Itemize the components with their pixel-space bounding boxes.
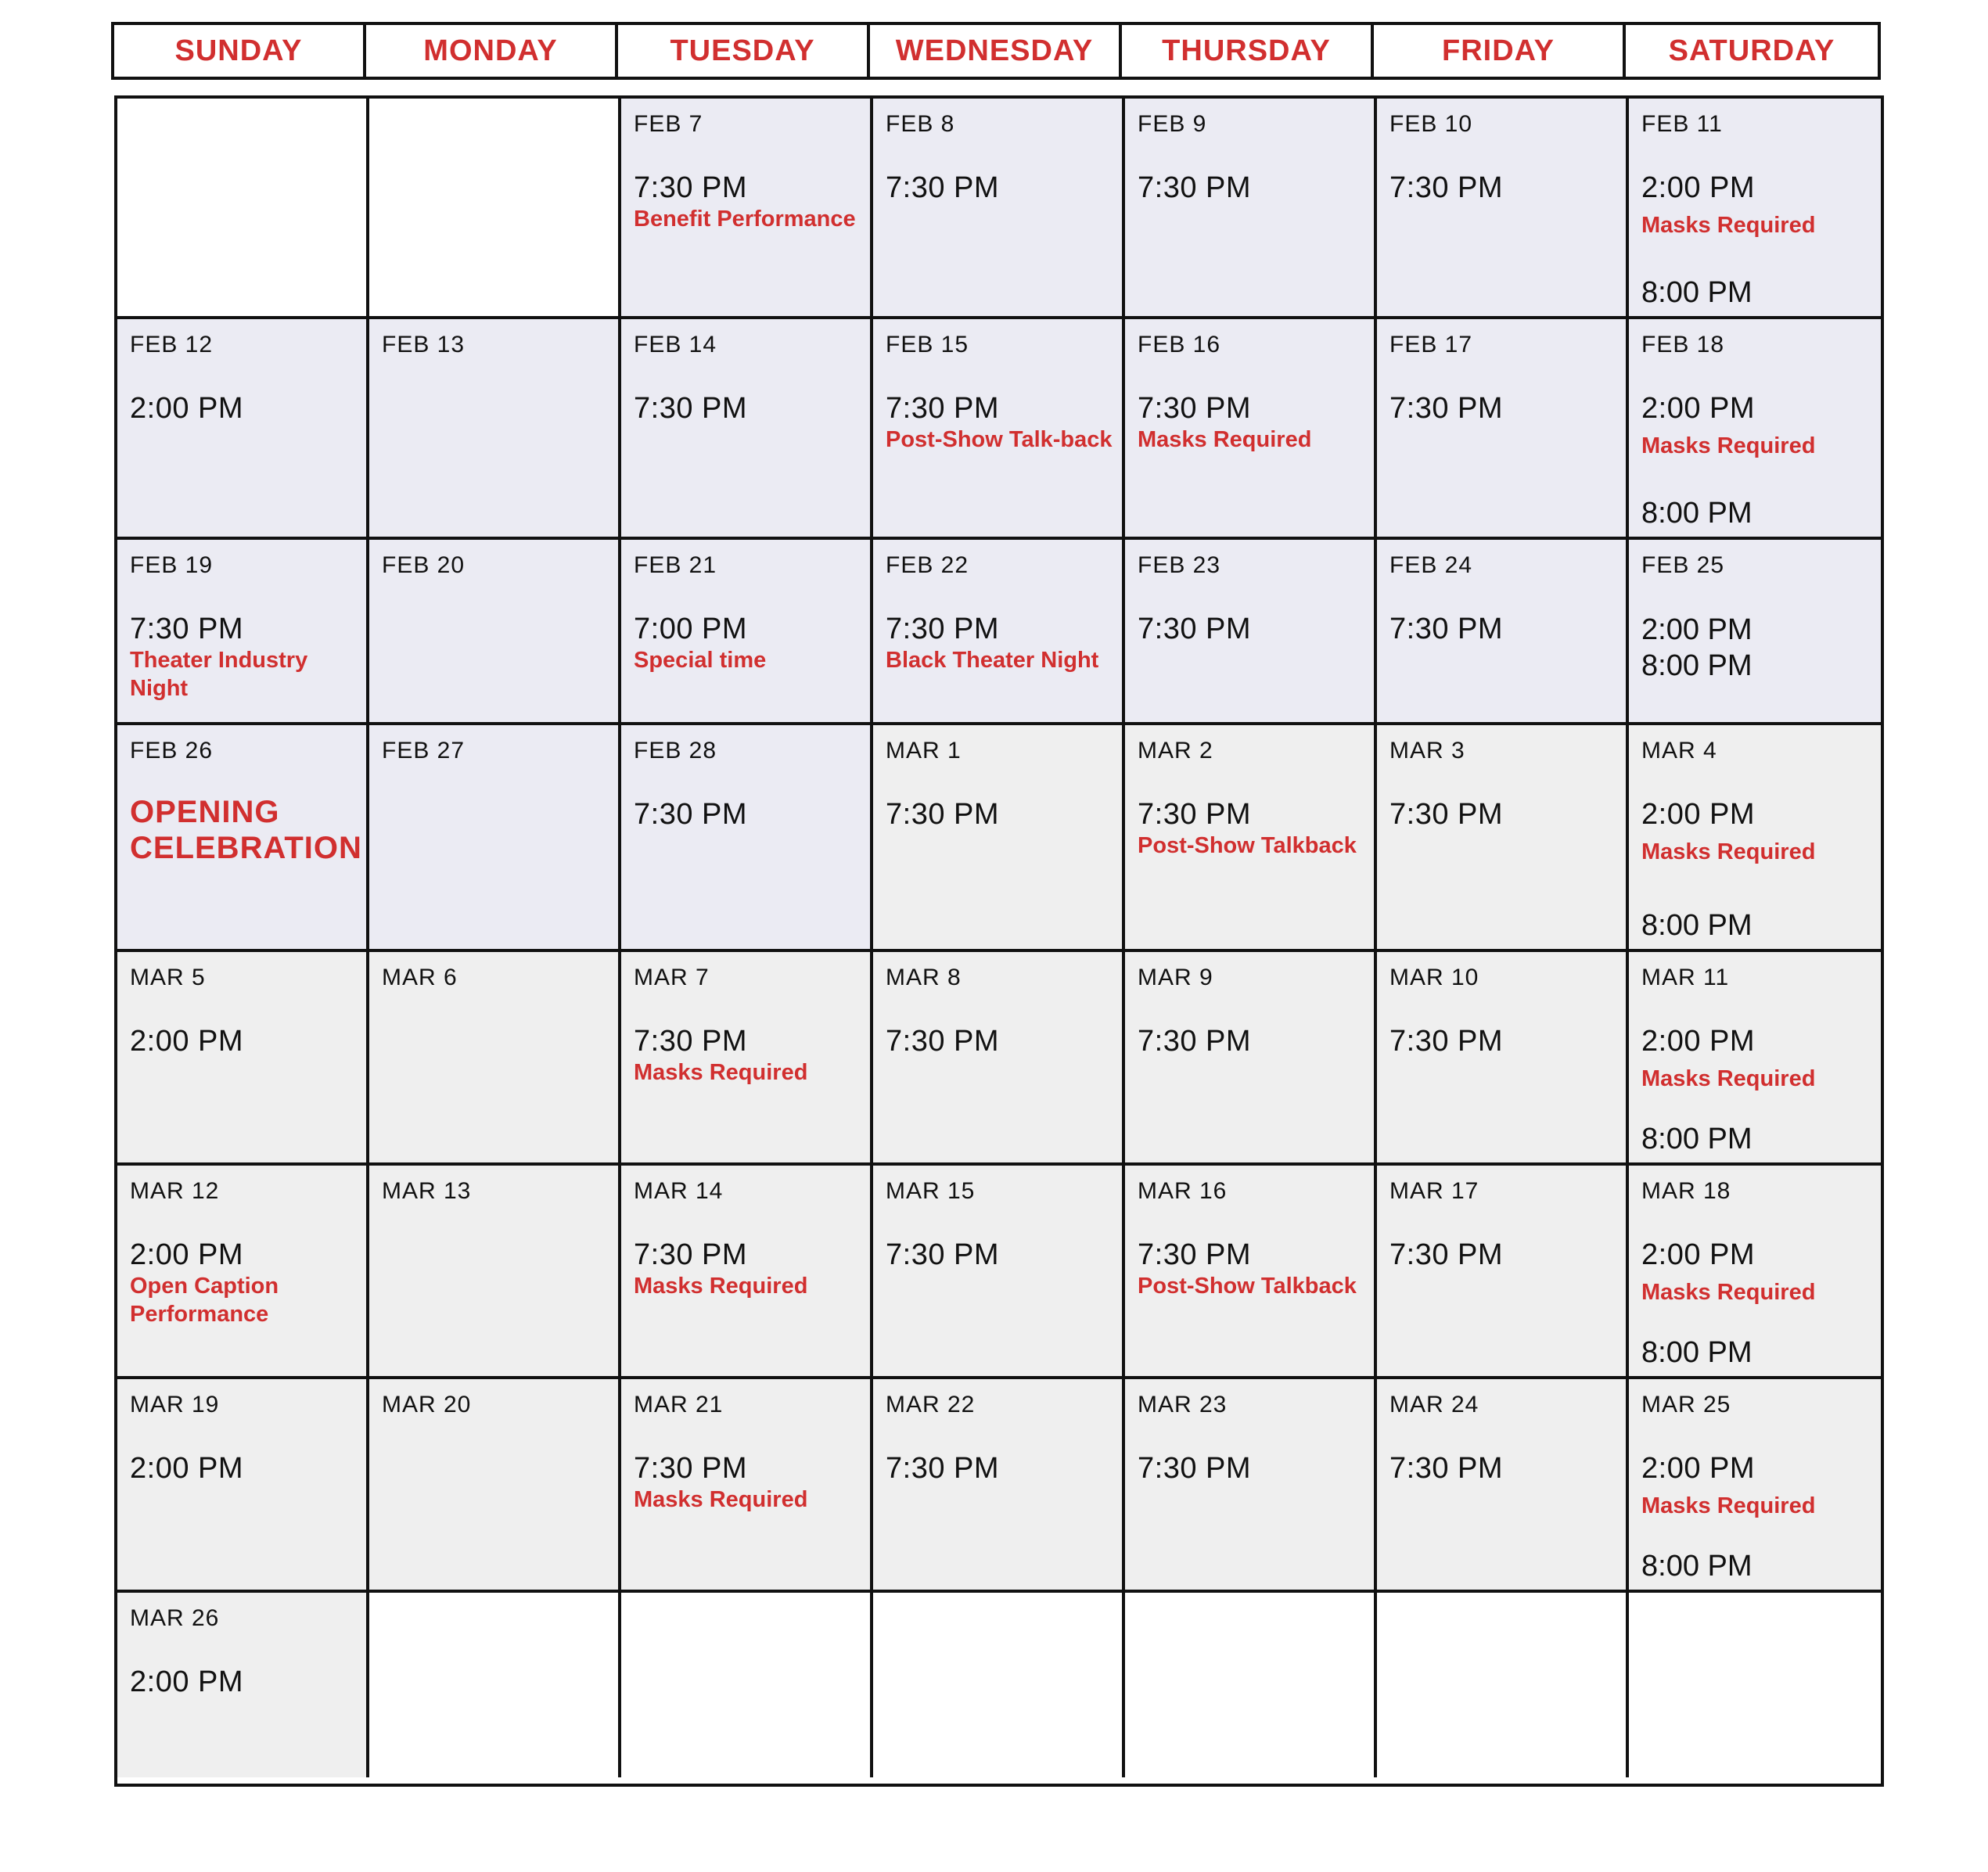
day-date: MAR 2 [1138,738,1213,764]
day-name-friday: FRIDAY [1374,25,1626,77]
calendar-day-cell [1125,319,1377,540]
show-time: 7:30 PM [1389,1025,1504,1058]
calendar-day-cell [117,319,369,540]
calendar-grid [114,95,1884,1787]
showtimes [1641,797,1873,866]
show-time: 7:30 PM [1389,171,1504,204]
day-date: FEB 20 [382,552,466,578]
day-date: MAR 9 [1138,965,1213,990]
calendar-day-cell [369,952,621,1166]
showtimes [1641,171,1873,239]
day-date: MAR 11 [1641,965,1730,990]
performance-note: Theater Industry Night [130,648,308,701]
calendar-day-cell [621,1166,873,1379]
show-time: 7:30 PM [886,1452,1000,1485]
show-time: 7:30 PM [1389,1238,1504,1271]
show-time: 7:30 PM [1138,1238,1252,1271]
show-time: 7:30 PM [634,1452,748,1485]
calendar-day-cell [873,99,1125,319]
calendar-day-cell [117,1379,369,1593]
show-time: 7:30 PM [130,613,244,645]
calendar-day-cell [1629,540,1881,725]
show-time: 2:00 PM [1641,1025,1756,1058]
calendar-day-cell [369,540,621,725]
day-date: MAR 16 [1138,1178,1228,1204]
show-time: 7:30 PM [634,1025,748,1058]
performance-note: Masks Required [634,1060,808,1085]
show-time: 2:00 PM [1641,171,1756,204]
performance-note: Post-Show Talkback [1138,1274,1357,1299]
day-date: MAR 3 [1389,738,1465,764]
showtimes [1138,171,1366,205]
showtimes [1389,1238,1618,1272]
show-time: 7:30 PM [886,613,1000,645]
showtimes [1389,171,1618,205]
day-date: MAR 19 [130,1392,220,1417]
show-time: 7:30 PM [634,171,748,204]
evening-show-time: 8:00 PM [1641,276,1753,309]
day-date: MAR 8 [886,965,962,990]
showtimes [886,1451,1114,1486]
calendar-day-cell [1125,99,1377,319]
show-time: 7:30 PM [1138,1025,1252,1058]
show-time: 2:00 PM [1641,392,1756,425]
showtimes [1641,612,1873,684]
show-time: 7:30 PM [634,798,748,831]
showtimes [1138,797,1366,860]
day-date: MAR 7 [634,965,710,990]
evening-show-time: 8:00 PM [1641,1336,1753,1369]
show-time: 7:30 PM [886,392,1000,425]
performance-note: Open Caption Performance [130,1274,279,1327]
calendar-day-cell [873,725,1125,952]
calendar-day-cell [873,952,1125,1166]
calendar-day-cell [369,725,621,952]
show-time: 2:00 PM [130,1665,244,1698]
showtimes [1389,1451,1618,1486]
showtimes [130,391,358,426]
empty-day-cell [621,1593,873,1777]
show-time: 2:00 PM [130,1452,244,1485]
day-name-saturday: SATURDAY [1668,34,1835,67]
show-time: 7:30 PM [886,1238,1000,1271]
show-time: 7:30 PM [1389,798,1504,831]
day-date: MAR 21 [634,1392,724,1417]
day-date: FEB 19 [130,552,214,578]
day-date: MAR 20 [382,1392,472,1417]
calendar-day-cell [1125,725,1377,952]
calendar-day-cell [621,540,873,725]
calendar-day-cell [117,540,369,725]
show-time: 7:30 PM [1138,171,1252,204]
calendar-day-cell [621,725,873,952]
show-time: 7:30 PM [1389,392,1504,425]
performance-note: Masks Required [634,1274,808,1299]
day-name-sunday: SUNDAY [114,25,366,77]
showtimes [1389,797,1618,832]
empty-day-cell [1125,1593,1377,1777]
showtimes [130,1665,358,1699]
day-date: FEB 14 [634,332,717,358]
performance-note: Masks Required [1641,1280,1816,1305]
performance-note: Masks Required [1641,213,1816,238]
showtimes [130,1238,358,1328]
performance-note: Special time [634,648,767,673]
day-date: MAR 18 [1641,1178,1731,1204]
show-time: 7:30 PM [1138,613,1252,645]
performance-note: Black Theater Night [886,648,1099,673]
calendar-day-cell [1377,1166,1629,1379]
evening-show-time: 8:00 PM [1641,497,1753,530]
show-time: 7:30 PM [886,798,1000,831]
calendar-day-cell [1377,1379,1629,1593]
showtimes [1641,391,1873,460]
show-time: 7:30 PM [1138,1452,1252,1485]
showtimes [886,1238,1114,1272]
showtimes [634,391,862,426]
empty-day-cell [117,99,369,319]
showtimes [130,1451,358,1486]
calendar-day-cell [1377,952,1629,1166]
showtimes [130,1024,358,1058]
day-name-wednesday: WEDNESDAY [870,25,1122,77]
showtimes [1389,1024,1618,1058]
showtimes [1641,1024,1873,1093]
day-date: FEB 25 [1641,552,1725,578]
show-time: 7:30 PM [1138,798,1252,831]
showtimes [886,612,1114,674]
calendar-day-cell [117,952,369,1166]
show-time: 7:30 PM [1389,1452,1504,1485]
show-time: 2:00 PM [130,392,244,425]
empty-day-cell [369,99,621,319]
empty-day-cell [1629,1593,1881,1777]
showtimes [886,391,1114,454]
day-date: MAR 23 [1138,1392,1228,1417]
day-date: MAR 5 [130,965,206,990]
calendar-day-cell [1629,1166,1881,1379]
day-date: FEB 28 [634,738,717,764]
showtimes [634,797,862,832]
calendar-day-cell [1125,1379,1377,1593]
empty-day-cell [1377,1593,1629,1777]
showtimes [1138,391,1366,454]
day-date: MAR 1 [886,738,962,764]
showtimes [634,1238,862,1300]
day-date: FEB 17 [1389,332,1473,358]
performance-note: Benefit Performance [634,207,856,232]
day-date: MAR 15 [886,1178,976,1204]
showtimes [1138,612,1366,646]
performance-note: Masks Required [634,1487,808,1512]
show-time: 7:30 PM [1389,613,1504,645]
calendar-day-cell [369,1166,621,1379]
show-time: 2:00 PM [1641,613,1753,646]
calendar-day-cell [1629,1379,1881,1593]
showtimes [886,797,1114,832]
day-date: MAR 13 [382,1178,472,1204]
evening-show-time: 8:00 PM [1641,1550,1753,1583]
performance-note: Post-Show Talkback [1138,833,1357,858]
showtimes [1138,1238,1366,1300]
showtimes [1389,612,1618,646]
calendar-day-cell [117,725,369,952]
day-name-monday: MONDAY [366,25,618,77]
performance-note: Masks Required [1641,1066,1816,1091]
day-date: FEB 11 [1641,111,1723,137]
calendar-day-cell [1125,540,1377,725]
day-date: MAR 24 [1389,1392,1479,1417]
day-date: MAR 4 [1641,738,1717,764]
day-date: FEB 16 [1138,332,1221,358]
empty-day-cell [873,1593,1125,1777]
showtimes [130,612,358,702]
day-name-tuesday: TUESDAY [618,25,870,77]
day-date: MAR 26 [130,1605,220,1631]
calendar-day-cell [369,1379,621,1593]
show-time: 7:30 PM [886,171,1000,204]
calendar-day-cell [1629,952,1881,1166]
day-date: FEB 8 [886,111,955,137]
day-date: MAR 10 [1389,965,1479,990]
calendar-day-cell [1377,540,1629,725]
calendar-day-cell [621,1379,873,1593]
calendar-day-cell [621,99,873,319]
day-date: FEB 7 [634,111,703,137]
calendar-day-cell [1377,725,1629,952]
day-header [111,22,1881,80]
showtimes [634,1024,862,1087]
evening-show-time: 8:00 PM [1641,909,1753,942]
day-date: FEB 13 [382,332,466,358]
calendar-day-cell [621,952,873,1166]
empty-day-cell [369,1593,621,1777]
evening-show-time: 8:00 PM [1641,1123,1753,1155]
show-time: 7:30 PM [886,1025,1000,1058]
calendar-day-cell [873,1166,1125,1379]
day-date: FEB 23 [1138,552,1221,578]
day-date: MAR 17 [1389,1178,1479,1204]
showtimes [634,171,862,233]
calendar-day-cell [873,319,1125,540]
calendar-day-cell [873,1379,1125,1593]
day-date: MAR 25 [1641,1392,1731,1417]
day-date: FEB 10 [1389,111,1473,137]
opening-celebration-label: OPENING CELEBRATION [130,795,362,865]
day-name-thursday: THURSDAY [1122,25,1374,77]
performance-note: Post-Show Talk-back [886,427,1113,452]
day-date: FEB 26 [130,738,214,764]
day-date: MAR 14 [634,1178,724,1204]
showtimes [634,612,862,674]
showtimes [1641,1451,1873,1520]
showtimes [130,795,362,866]
show-time: 7:30 PM [634,392,748,425]
calendar-day-cell [1125,1166,1377,1379]
performance-note: Masks Required [1138,427,1312,452]
day-date: FEB 27 [382,738,466,764]
showtimes [1641,1238,1873,1306]
showtimes [1138,1024,1366,1058]
calendar-day-cell [873,540,1125,725]
calendar-day-cell [1125,952,1377,1166]
calendar-day-cell [1629,725,1881,952]
show-time: 2:00 PM [130,1025,244,1058]
calendar-day-cell [369,319,621,540]
day-date: MAR 12 [130,1178,220,1204]
show-time: 2:00 PM [1641,1238,1756,1271]
showtimes [886,171,1114,205]
showtimes [886,1024,1114,1058]
second-show-time: 8:00 PM [1641,649,1753,682]
calendar-day-cell [621,319,873,540]
day-date: FEB 21 [634,552,717,578]
calendar-day-cell [1629,319,1881,540]
performance-note: Masks Required [1641,839,1816,864]
day-date: MAR 22 [886,1392,976,1417]
calendar-day-cell [1377,319,1629,540]
day-date: FEB 9 [1138,111,1207,137]
performance-note: Masks Required [1641,1493,1816,1518]
calendar-day-cell [117,1593,369,1777]
day-date: FEB 12 [130,332,214,358]
show-time: 2:00 PM [1641,798,1756,831]
show-time: 2:00 PM [1641,1452,1756,1485]
showtimes [1389,391,1618,426]
performance-note: Masks Required [1641,433,1816,458]
day-date: FEB 15 [886,332,969,358]
show-time: 2:00 PM [130,1238,244,1271]
day-date: FEB 24 [1389,552,1473,578]
show-time: 7:30 PM [634,1238,748,1271]
day-date: FEB 22 [886,552,969,578]
day-date: MAR 6 [382,965,458,990]
calendar-day-cell [1629,99,1881,319]
showtimes [1138,1451,1366,1486]
calendar-day-cell [1377,99,1629,319]
day-date: FEB 18 [1641,332,1725,358]
showtimes [634,1451,862,1514]
calendar-day-cell [117,1166,369,1379]
show-time: 7:00 PM [634,613,748,645]
show-time: 7:30 PM [1138,392,1252,425]
